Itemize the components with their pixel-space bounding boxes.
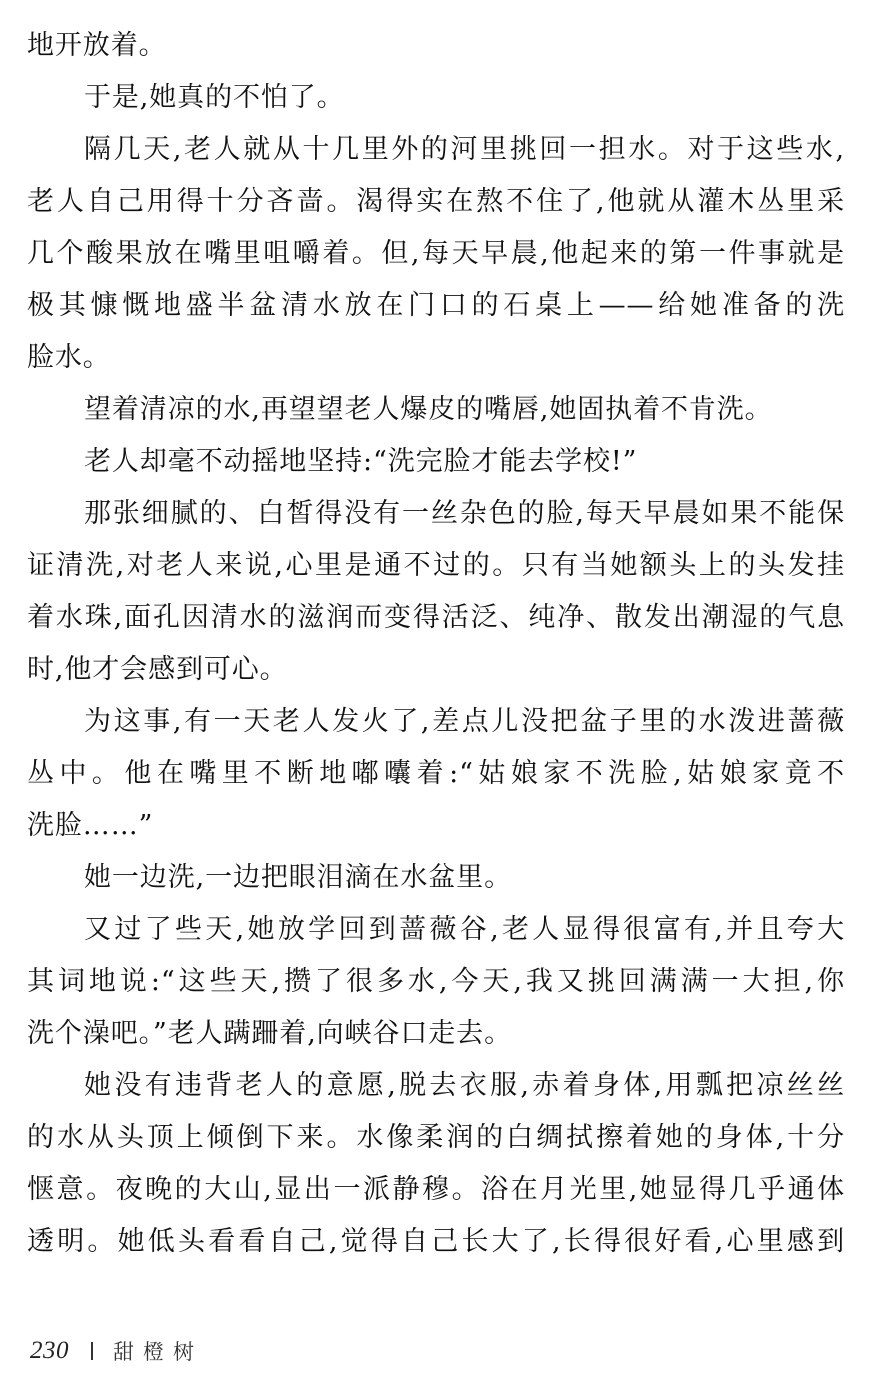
text-line: 于是,她真的不怕了。 [84,82,345,113]
text-line: 望着清凉的水,再望望老人爆皮的嘴唇,她固执着不肯洗。 [84,394,773,425]
text-line: 丛中。他在嘴里不断地嘟囔着:“姑娘家不洗脸,姑娘家竟不 [27,758,845,789]
text-line: 几个酸果放在嘴里咀嚼着。但,每天早晨,他起来的第一件事就是 [27,238,845,269]
text-line: 着水珠,面孔因清水的滋润而变得活泛、纯净、散发出潮湿的气息 [27,602,845,633]
text-line: 惬意。夜晚的大山,显出一派静穆。浴在月光里,她显得几乎通体 [27,1174,845,1205]
text-line: 她一边洗,一边把眼泪滴在水盆里。 [84,862,512,893]
page-number: 230 [30,1337,69,1364]
text-line: 洗个澡吧。”老人蹒跚着,向峡谷口走去。 [27,1018,512,1049]
text-line: 她没有违背老人的意愿,脱去衣服,赤着身体,用瓢把凉丝丝 [84,1070,845,1101]
page-body [27,20,845,1268]
text-line: 其词地说:“这些天,攒了很多水,今天,我又挑回满满一大担,你 [27,966,845,997]
text-line: 老人却毫不动摇地坚持:“洗完脸才能去学校!” [84,446,638,477]
text-line: 极其慷慨地盛半盆清水放在门口的石桌上——给她准备的洗 [27,290,845,321]
text-line: 隔几天,老人就从十几里外的河里挑回一担水。对于这些水, [84,134,845,165]
text-line: 洗脸……” [27,810,154,841]
text-line: 又过了些天,她放学回到蔷薇谷,老人显得很富有,并且夸大 [84,914,845,945]
text-line: 老人自己用得十分吝啬。渴得实在熬不住了,他就从灌木丛里采 [27,186,845,217]
text-line: 为这事,有一天老人发火了,差点儿没把盆子里的水泼进蔷薇 [84,706,845,737]
text-line: 时,他才会感到可心。 [27,654,288,685]
page-footer [30,1333,203,1369]
book-title: 甜橙树 [113,1340,203,1364]
text-line: 脸水。 [27,342,111,373]
text-line: 的水从头顶上倾倒下来。水像柔润的白绸拭擦着她的身体,十分 [27,1122,845,1153]
footer-divider [91,1342,93,1360]
text-line: 那张细腻的、白皙得没有一丝杂色的脸,每天早晨如果不能保 [84,498,845,529]
text-line: 证清洗,对老人来说,心里是通不过的。只有当她额头上的头发挂 [27,550,845,581]
text-line: 地开放着。 [27,30,167,61]
text-line: 透明。她低头看看自己,觉得自己长大了,长得很好看,心里感到 [27,1226,845,1257]
